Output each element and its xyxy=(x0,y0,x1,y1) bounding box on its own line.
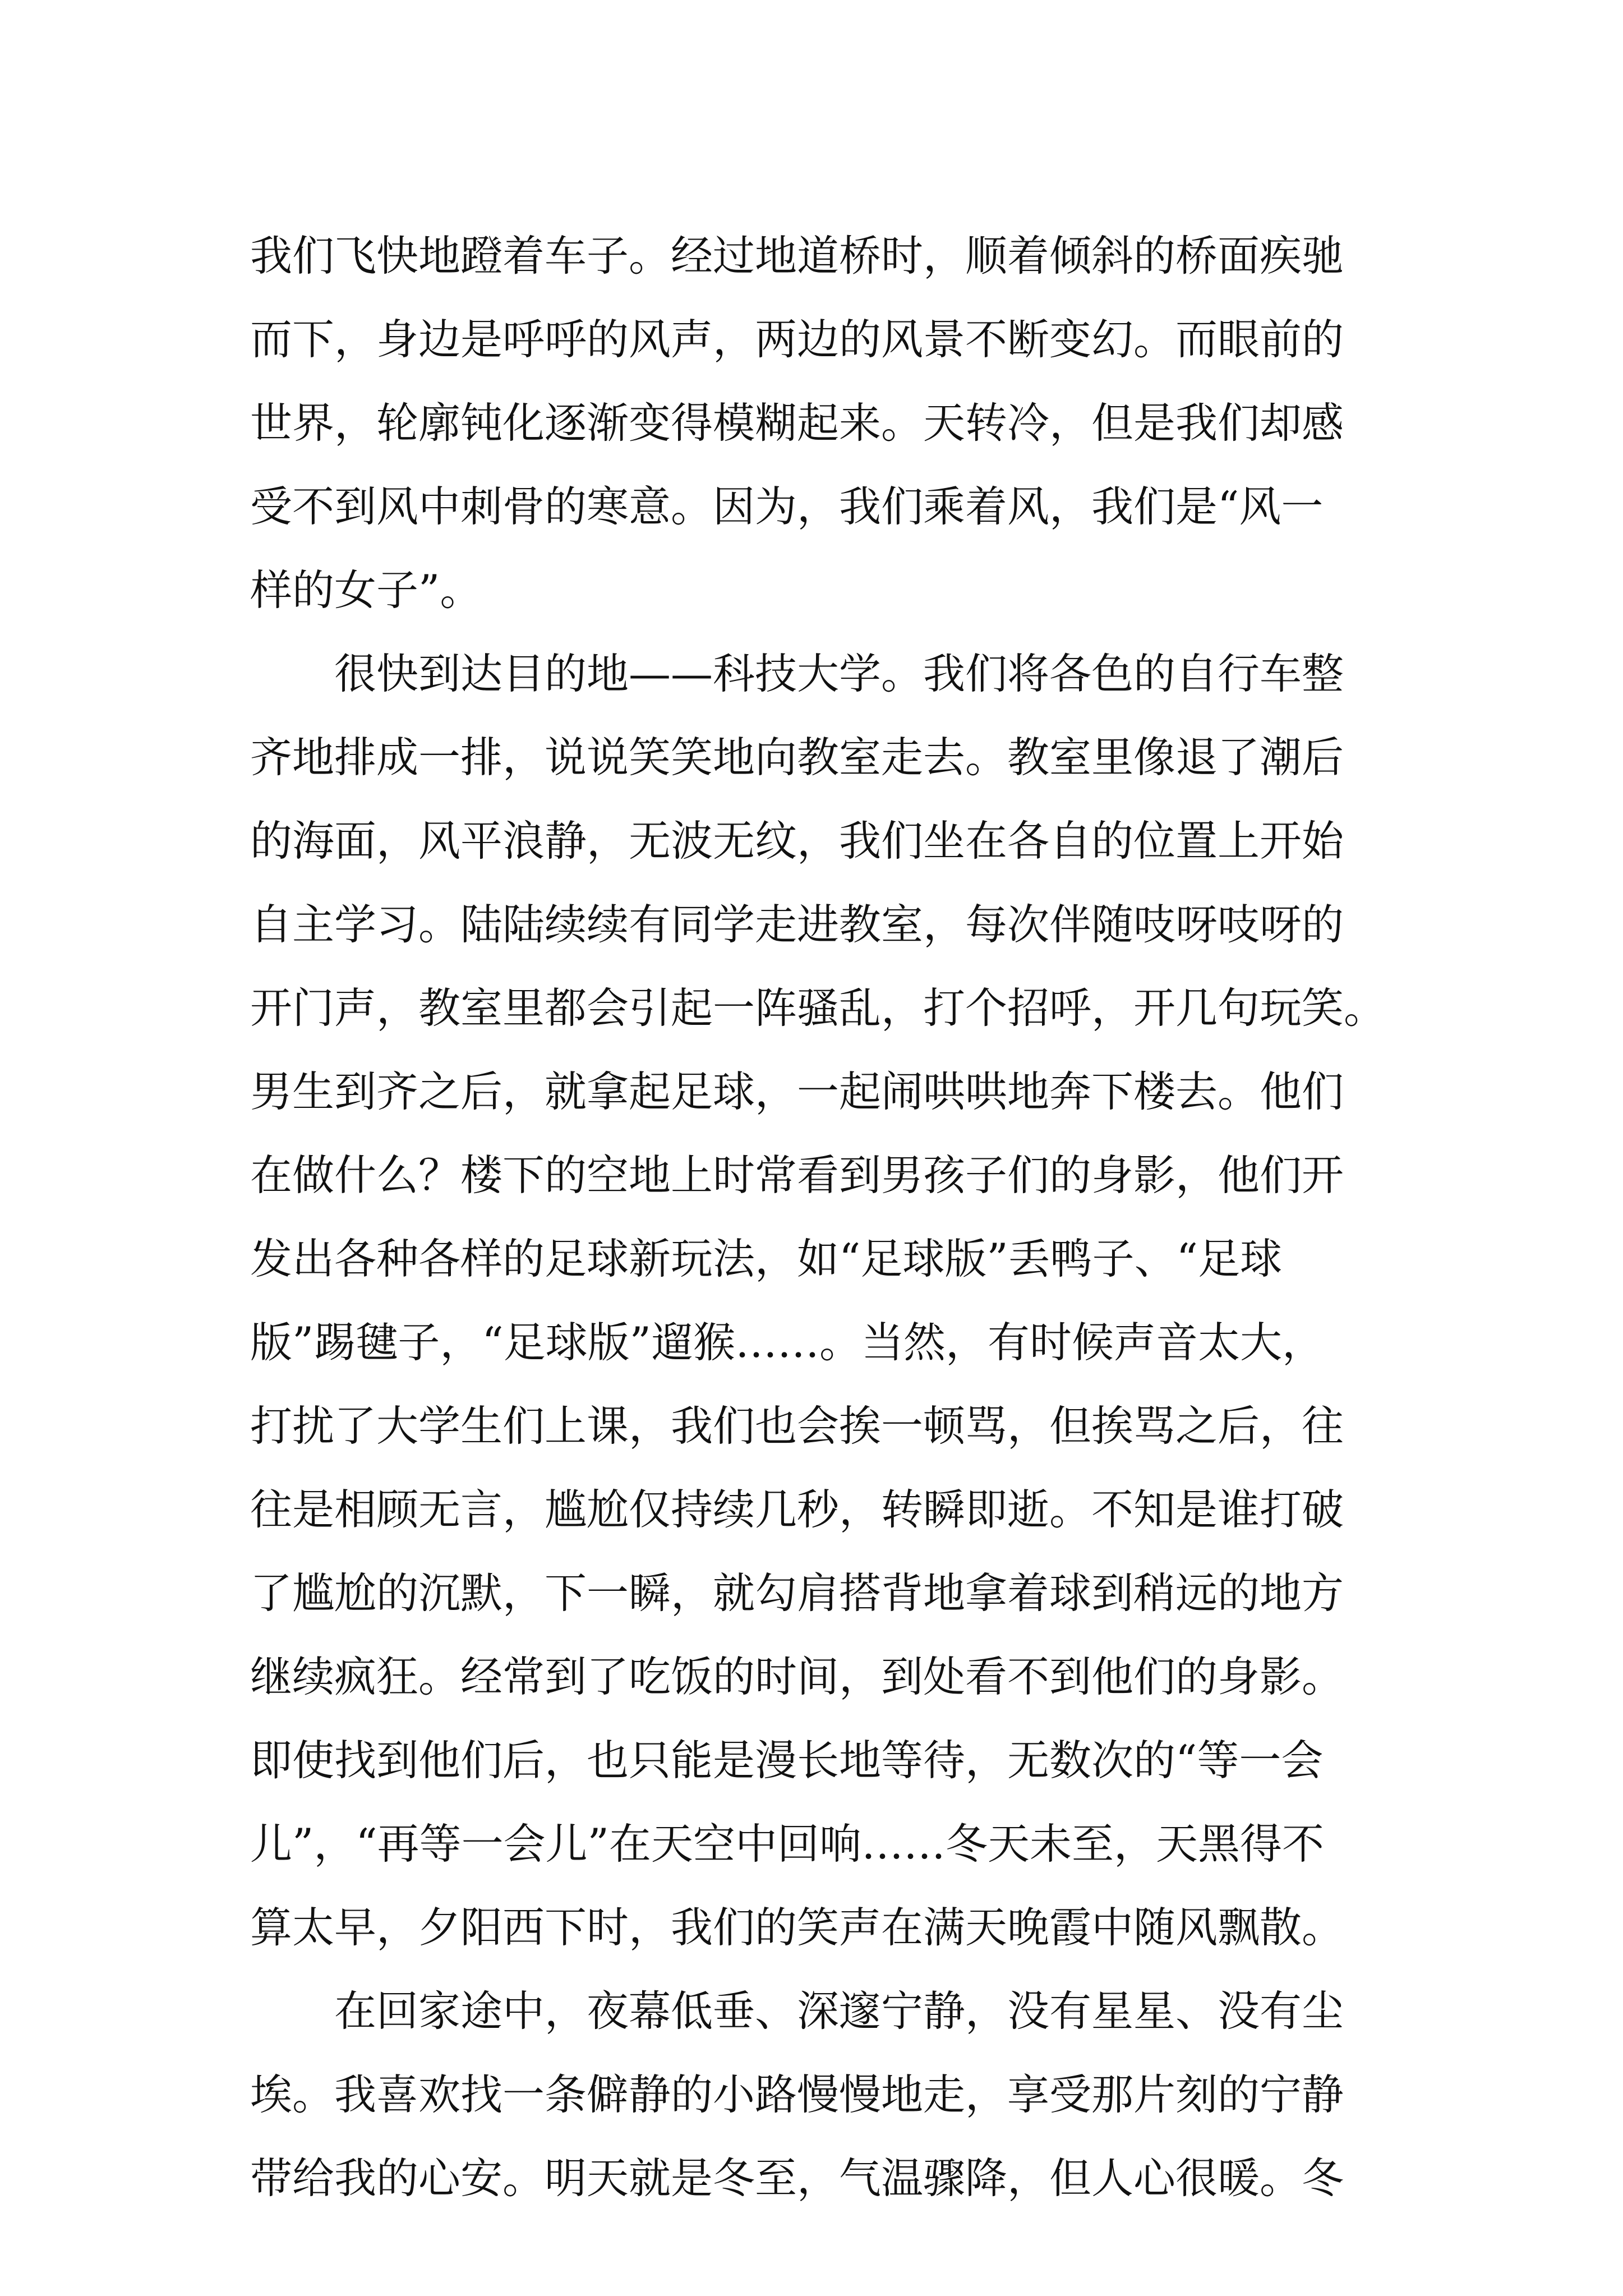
text-line: 的海面，风平浪静，无波无纹，我们坐在各自的位置上开始 xyxy=(250,816,1344,866)
text-line: 儿”，“再等一会儿”在天空中回响……冬天未至，天黑得不 xyxy=(250,1819,1325,1869)
text-line: 自主学习。陆陆续续有同学走进教室，每次伴随吱呀吱呀的 xyxy=(250,900,1344,949)
text-line: 齐地排成一排，说说笑笑地向教室走去。教室里像退了潮后 xyxy=(250,733,1344,782)
text-line: 版”踢毽子，“足球版”遛猴……。当然，有时候声音太大， xyxy=(250,1318,1325,1367)
text-line: 发出各种各样的足球新玩法，如“足球版”丢鸭子、“足球 xyxy=(250,1234,1283,1283)
text-line: 世界，轮廓钝化逐渐变得模糊起来。天转冷，但是我们却感 xyxy=(250,398,1344,448)
paragraph-start-line: 在回家途中，夜幕低垂、深邃宁静，没有星星、没有尘 xyxy=(334,1986,1344,2036)
text-line: 即使找到他们后，也只能是漫长地等待，无数次的“等一会 xyxy=(250,1736,1324,1785)
text-line: 在做什么？楼下的空地上时常看到男孩子们的身影，他们开 xyxy=(250,1151,1344,1200)
text-line: 了尴尬的沉默，下一瞬，就勾肩搭背地拿着球到稍远的地方 xyxy=(250,1568,1344,1618)
text-line: 受不到风中刺骨的寒意。因为，我们乘着风，我们是“风一 xyxy=(250,482,1324,531)
text-line: 打扰了大学生们上课，我们也会挨一顿骂，但挨骂之后，往 xyxy=(250,1401,1344,1451)
text-line: 埃。我喜欢找一条僻静的小路慢慢地走，享受那片刻的宁静 xyxy=(250,2070,1344,2119)
text-line: 男生到齐之后，就拿起足球，一起闹哄哄地奔下楼去。他们 xyxy=(250,1067,1344,1116)
body-text xyxy=(250,214,1389,2220)
text-line: 我们飞快地蹬着车子。经过地道桥时，顺着倾斜的桥面疾驰 xyxy=(250,231,1344,280)
text-line: 算太早，夕阳西下时，我们的笑声在满天晚霞中随风飘散。 xyxy=(250,1903,1344,1952)
text-line: 带给我的心安。明天就是冬至，气温骤降，但人心很暖。冬 xyxy=(250,2154,1344,2203)
text-line: 开门声，教室里都会引起一阵骚乱，打个招呼，开几句玩笑。 xyxy=(250,983,1386,1033)
text-line: 继续疯狂。经常到了吃饭的时间，到处看不到他们的身影。 xyxy=(250,1652,1344,1701)
text-line: 样的女子”。 xyxy=(250,565,482,615)
text-line: 而下，身边是呼呼的风声，两边的风景不断变幻。而眼前的 xyxy=(250,315,1344,364)
paragraph-start-line: 很快到达目的地——科技大学。我们将各色的自行车整 xyxy=(334,649,1344,698)
text-line: 往是相顾无言，尴尬仅持续几秒，转瞬即逝。不知是谁打破 xyxy=(250,1485,1344,1534)
